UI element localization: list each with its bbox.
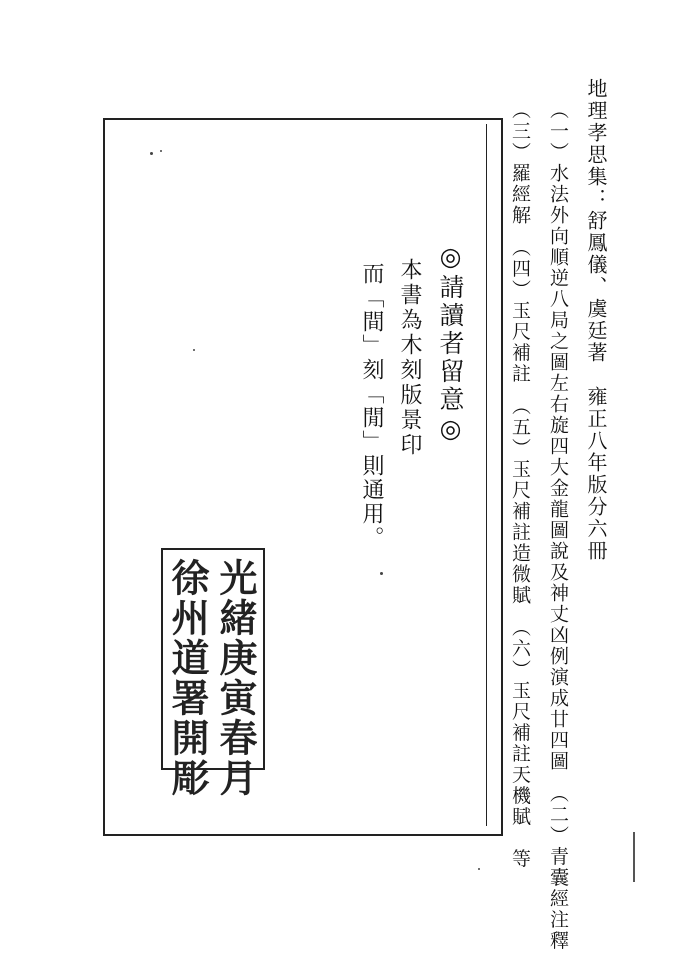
notice-line-1: 本書為木刻版景印 [397,258,422,458]
notice-title: ◎請讀者留意◎ [436,242,465,446]
header-contents-line-1: （一）水法外向順逆八局之圖左右旋四大金龍圖說及神丈凶例演成廿四圖 （二）青囊經注釋 [547,100,569,952]
print-speck [150,152,153,155]
colophon-publisher: 徐州道署開彫 [165,558,210,798]
print-speck [478,868,480,870]
scan-edge-mark [633,832,635,882]
print-speck [193,349,195,351]
notice-line-3: 而「間」刻「閒」則通用。 [359,262,384,550]
colophon-date: 光緒庚寅春月 [213,558,258,798]
frame-inner-rule [486,124,487,826]
print-speck [380,572,383,575]
header-contents-line-2: （三）羅經解 （四）玉尺補註 （五）玉尺補註造微賦 （六）玉尺補註天機賦 等 [509,100,531,870]
header-title-line: 地理孝思集：舒鳳儀、虞廷著 雍正八年版分六冊 [584,78,608,562]
print-speck [160,150,162,152]
